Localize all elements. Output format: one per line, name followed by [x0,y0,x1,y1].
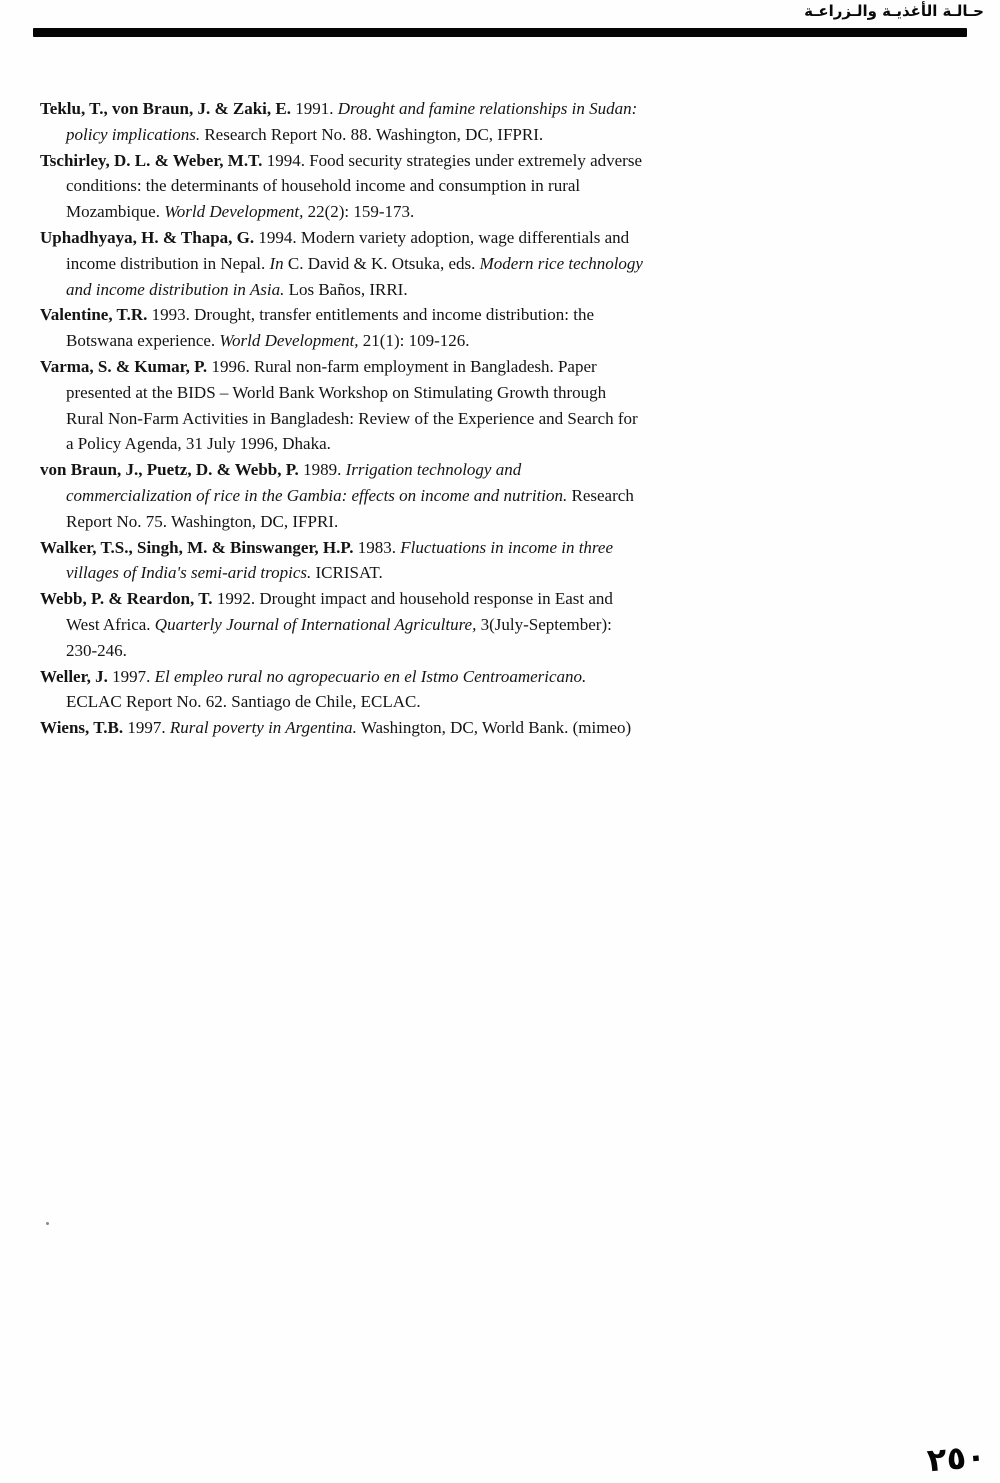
reference-segment: Washington, DC, World Bank. (mimeo) [356,718,632,738]
reference-item [40,664,646,716]
header-rule [33,28,967,37]
reference-segment: World Development, [164,202,304,222]
reference-segment: 21(1): 109-126. [358,331,470,351]
reference-item [40,586,646,663]
reference-segment: Irrigation technology and commercialization of rice in the Gambia: effects on income and nutrition. [66,460,568,505]
reference-segment: Modern rice technology and income distribution in Asia. [66,253,643,299]
reference-item [40,302,646,354]
reference-segment: 1991. [291,99,338,118]
page-header-arabic-title: حـالـة الأغذيـة والـزراعـة [804,2,984,20]
reference-segment: Valentine, T.R. [40,305,148,325]
reference-segment: Los Baños, IRRI. [284,279,408,299]
reference-segment: Research Report No. 88. Washington, DC, IFPRI. [200,124,544,144]
reference-segment: World Development, [219,331,359,351]
reference-segment: Weller, J. [40,666,108,686]
reference-segment: C. David & K. Otsuka, eds. [283,253,480,273]
reference-segment: von Braun, J., Puetz, D. & Webb, P. [40,460,299,480]
reference-item [40,715,646,741]
reference-item [40,457,646,534]
reference-segment: 1997. [123,718,170,738]
reference-segment: Rural poverty in Argentina. [169,718,357,738]
reference-segment: Walker, T.S., Singh, M. & Binswanger, H.P. [40,537,354,557]
reference-item [40,225,646,302]
reference-segment: 1983. [353,537,401,557]
reference-item [40,148,646,225]
reference-segment: ECLAC Report No. 62. Santiago de Chile, ECLAC. [66,692,421,712]
reference-segment: Wiens, T.B. [40,718,124,738]
reference-segment: Webb, P. & Reardon, T. [40,589,213,609]
reference-segment: In [269,253,284,273]
reference-segment: 1992. Drought impact and household response in East and West Africa. [66,589,613,634]
reference-segment: 3(July-September): 230-246. [66,614,612,660]
reference-item [40,96,646,148]
reference-segment: El empleo rural no agropecuario en el Istmo Centroamericano. [154,666,587,686]
reference-segment: Drought and famine relationships in Sudan: policy implications. [66,99,638,144]
reference-segment: Uphadhyaya, H. & Thapa, G. [40,227,255,247]
scan-artifact-dot [46,1222,49,1225]
reference-segment: 1993. Drought, transfer entitlements and income distribution: the Botswana experience. [66,305,595,351]
references-list [40,96,646,741]
reference-segment: ICRISAT. [311,563,383,583]
reference-segment: 1994. Modern variety adoption, wage differentials and income distribution in Nepal. [66,227,630,273]
reference-segment: 1996. Rural non-farm employment in Bangladesh. Paper presented at the BIDS – World Bank Workshop on Stimulating Growth through Rural Non-Farm Activities in Bangladesh: Review of the Experience and Search for a Policy Agenda, 31 July 1996, Dhaka. [66,356,638,454]
reference-item [40,354,646,457]
reference-segment: Teklu, T., von Braun, J. & Zaki, E. [40,99,291,118]
reference-segment: Tschirley, D. L. & Weber, M.T. [40,150,263,170]
reference-segment: Quarterly Journal of International Agriculture, [154,614,477,634]
reference-segment: Varma, S. & Kumar, P. [40,356,208,376]
reference-segment: 22(2): 159-173. [303,202,415,222]
reference-segment: Research Report No. 75. Washington, DC, IFPRI. [66,485,634,531]
reference-segment: Fluctuations in income in three villages of India's semi-arid tropics. [66,537,614,583]
reference-segment: 1994. Food security strategies under extremely adverse conditions: the determinants of household income and consumption in rural Mozambique. [66,150,642,222]
reference-segment: 1997. [107,666,155,686]
page-number: ٢٥٠ [925,1436,988,1480]
reference-item [40,535,646,587]
reference-segment: 1989. [298,460,346,480]
